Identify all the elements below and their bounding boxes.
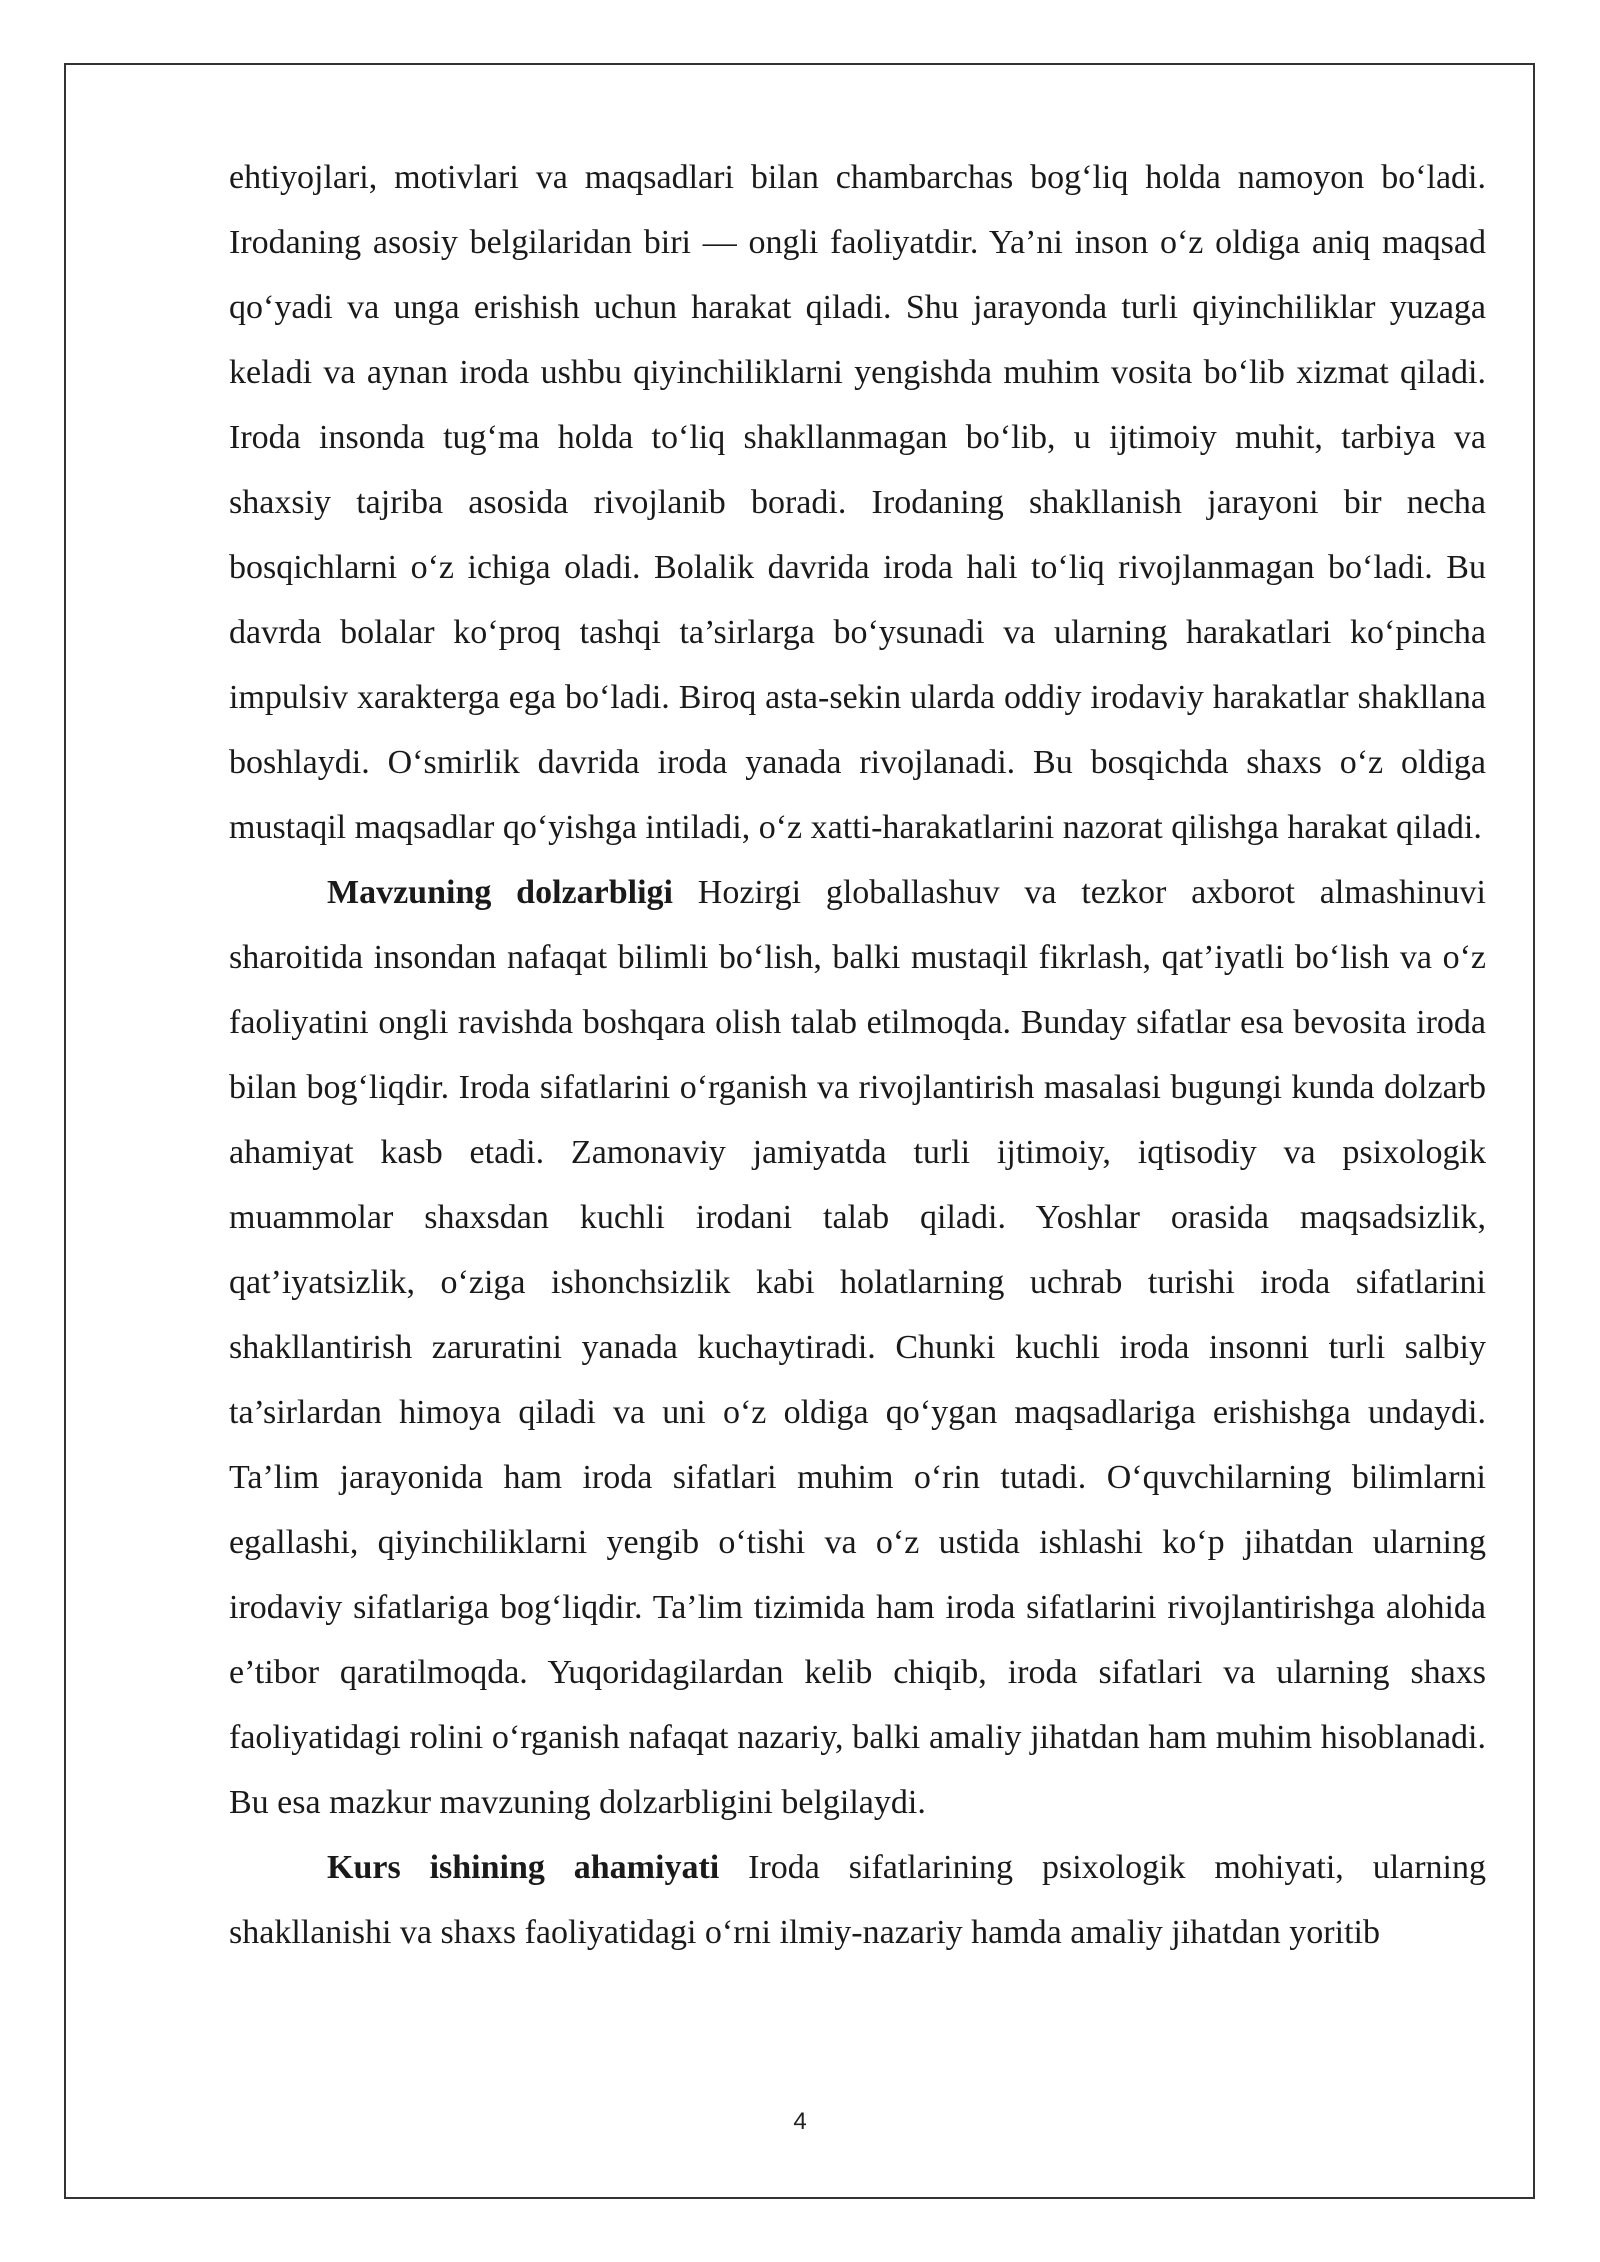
section-heading-significance: Kurs ishining ahamiyati bbox=[327, 1849, 720, 1886]
paragraph-intro-text: ehtiyojlari, motivlari va maqsadlari bilan chambarchas bog‘liq holda namoyon bo‘ladi. Irodaning asosiy belgilaridan biri — ongli faoliyatdir. Ya’ni inson o‘z oldiga aniq maqsad qo‘yadi va unga erishish uchun harakat qiladi. Shu jarayonda turli qiyinchiliklar yuzaga keladi va aynan iroda ushbu qiyinchiliklarni yengishda muhim vosita bo‘lib xizmat qiladi. Iroda insonda tug‘ma holda to‘liq shakllanmagan bo‘lib, u ijtimoiy muhit, tarbiya va shaxsiy tajriba asosida rivojlanib boradi. Irodaning shakllanish jarayoni bir necha bosqichlarni o‘z ichiga oladi. Bolalik davrida iroda hali to‘liq rivojlanmagan bo‘ladi. Bu davrda bolalar ko‘proq tashqi ta’sirlarga bo‘ysunadi va ularning harakatlari ko‘pincha impulsiv xarakterga ega bo‘ladi. Biroq asta-sekin ularda oddiy irodaviy harakatlar shakllana boshlaydi. O‘smirlik davrida iroda yanada rivojlanadi. Bu bosqichda shaxs o‘z oldiga mustaqil maqsadlar qo‘yishga intiladi, o‘z xatti-harakatlarini nazorat qilishga harakat qiladi. bbox=[229, 159, 1486, 846]
paragraph-intro bbox=[229, 145, 1486, 860]
paragraph-relevance-text: Hozirgi globallashuv va tezkor axborot almashinuvi sharoitida insondan nafaqat bilimli bo‘lish, balki mustaqil fikrlash, qat’iyatli bo‘lish va o‘z faoliyatini ongli ravishda boshqara olish talab etilmoqda. Bunday sifatlar esa bevosita iroda bilan bog‘liqdir. Iroda sifatlarini o‘rganish va rivojlantirish masalasi bugungi kunda dolzarb ahamiyat kasb etadi. Zamonaviy jamiyatda turli ijtimoiy, iqtisodiy va psixologik muammolar shaxsdan kuchli irodani talab qiladi. Yoshlar orasida maqsadsizlik, qat’iyatsizlik, o‘ziga ishonchsizlik kabi holatlarning uchrab turishi iroda sifatlarini shakllantirish zaruratini yanada kuchaytiradi. Chunki kuchli iroda insonni turli salbiy ta’sirlardan himoya qiladi va uni o‘z oldiga qo‘ygan maqsadlariga erishishga undaydi. Ta’lim jarayonida ham iroda sifatlari muhim o‘rin tutadi. O‘quvchilarning bilimlarni egallashi, qiyinchiliklarni yengib o‘tishi va o‘z ustida ishlashi ko‘p jihatdan ularning irodaviy sifatlariga bog‘liqdir. Ta’lim tizimida ham iroda sifatlarini rivojlantirishga alohida e’tibor qaratilmoqda. Yuqoridagilardan kelib chiqib, iroda sifatlari va ularning shaxs faoliyatidagi rolini o‘rganish nafaqat nazariy, balki amaliy jihatdan ham muhim hisoblanadi. Bu esa mazkur mavzuning dolzarbligini belgilaydi. bbox=[229, 874, 1486, 1821]
section-heading-relevance: Mavzuning dolzarbligi bbox=[327, 874, 673, 911]
paragraph-relevance bbox=[229, 860, 1486, 1835]
paragraph-significance bbox=[229, 1835, 1486, 1965]
page-number: 4 bbox=[793, 2108, 807, 2135]
document-body bbox=[229, 145, 1486, 1965]
paragraph-significance-text: Iroda sifatlarining psixologik mohiyati, ularning shakllanishi va shaxs faoliyatidagi o‘rni ilmiy-nazariy hamda amaliy jihatdan yoritib bbox=[229, 1849, 1487, 1951]
